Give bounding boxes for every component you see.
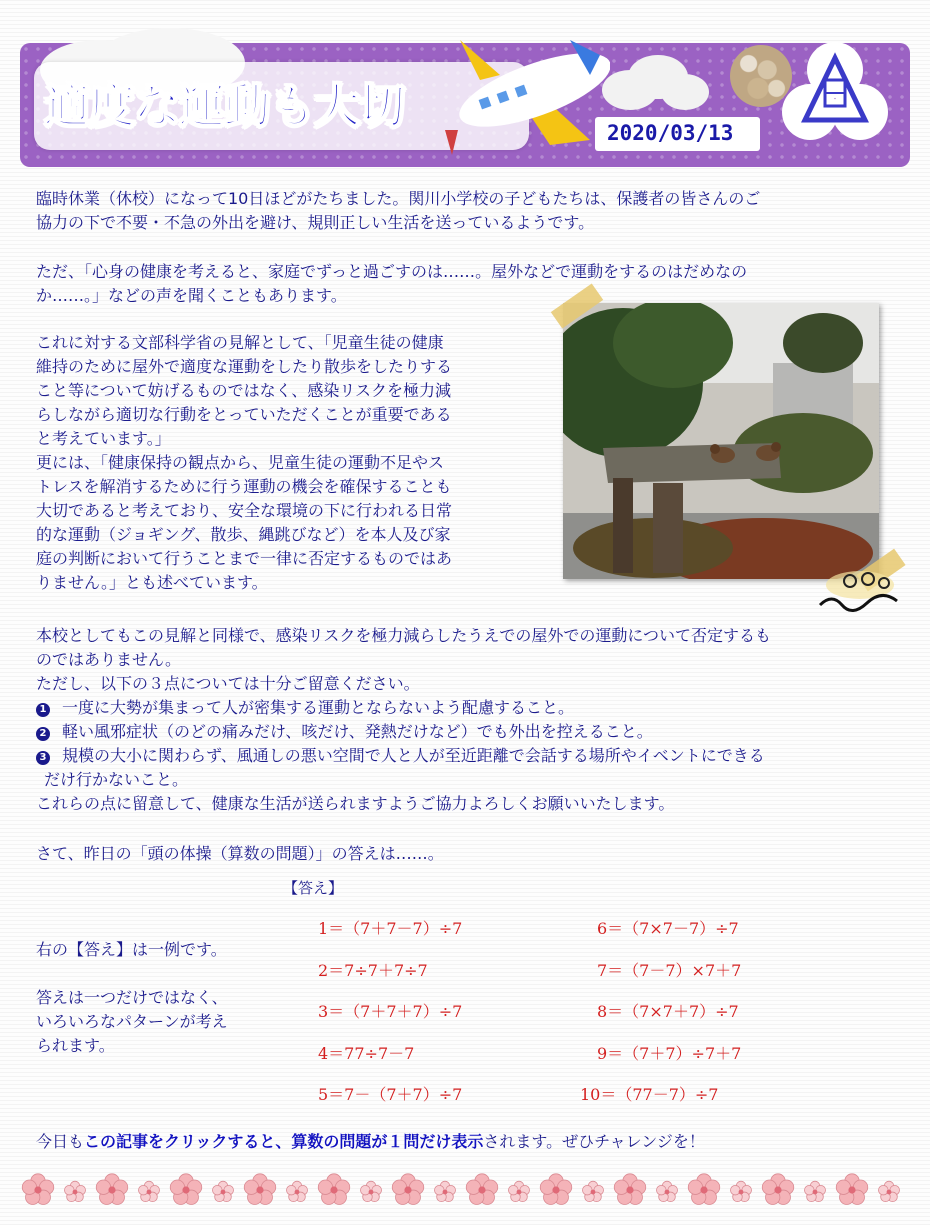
post-date: 2020/03/13 — [607, 121, 734, 145]
list-item-continuation: だけ行かないこと。 — [44, 770, 189, 789]
blossom-icon — [804, 1181, 825, 1201]
blossom-icon — [286, 1181, 307, 1201]
text-line: これらの点に留意して、健康な生活が送られますようご協力よろしくお願いいたします。 — [36, 794, 675, 813]
blossom-icon — [508, 1181, 529, 1201]
text-line: いろいろなパターンが考え — [36, 1012, 228, 1031]
blossom-icon — [170, 1174, 202, 1205]
blossom-icon — [878, 1181, 899, 1201]
blossom-icon — [392, 1174, 424, 1205]
text-line: 答えは一つだけではなく、 — [36, 988, 228, 1007]
blossom-icon — [540, 1174, 572, 1205]
text-line: か‥‥‥。」などの声を聞くこともあります。 — [36, 286, 347, 305]
paragraph-concern — [36, 260, 906, 308]
blossom-icon — [318, 1174, 350, 1205]
text-line: 大切であると考えており、安全な環境の下に行われる日常 — [36, 501, 453, 520]
text-line — [36, 962, 286, 986]
number-badge-icon: 1 — [36, 703, 50, 717]
list-item-text: 軽い風邪症状（のどの痛みだけ、咳だけ、発熱だけなど）でも外出を控えること。 — [62, 722, 653, 741]
text-line: トレスを解消するために行う運動の機会を確保することも — [36, 477, 452, 496]
blossom-icon — [730, 1181, 751, 1201]
text-line: 維持のために屋外で適度な運動をしたり散歩をしたりする — [36, 357, 453, 376]
text-line: 庭の判断において行うことまで一律に否定するものではあ — [36, 549, 453, 568]
blossom-icon — [360, 1181, 381, 1201]
blossom-icon — [614, 1174, 646, 1205]
footer-note[interactable] — [36, 1130, 906, 1154]
number-badge-icon: 3 — [36, 751, 50, 765]
text-line: 本校としてもこの見解と同様で、感染リスクを極力減らしたうえでの屋外での運動について否定するも — [36, 626, 772, 645]
blossom-icon — [22, 1174, 54, 1205]
signature-icon — [812, 565, 912, 620]
blossom-icon — [762, 1174, 794, 1205]
text-line: ただ、「心身の健康を考えると、家庭でずっと過ごすのは‥‥‥。屋外などで運動をするのはだめなの — [36, 262, 748, 281]
text-line: ただし、以下の３点については十分ご留意ください。 — [36, 674, 420, 693]
answer-item: 7＝（7－7）×7＋7 — [597, 961, 742, 980]
page-title: 適度な運動も大切 — [44, 79, 404, 133]
answers-label: 【答え】 — [283, 879, 344, 897]
blossom-icon — [656, 1181, 677, 1201]
text-line: と考えています。」 — [36, 429, 171, 448]
sparrows-on-table-photo-icon — [563, 303, 879, 579]
cherry-blossom-border-icon — [20, 1168, 910, 1212]
text-line: 的な運動（ジョギング、散歩、縄跳びなど）を本人及び家 — [36, 525, 451, 544]
text-line: らしながら適切な行動をとっていただくことが重要である — [36, 405, 452, 424]
answer-item: 3＝（7＋7＋7）÷7 — [318, 1002, 463, 1021]
footer-text: 今日も — [36, 1132, 85, 1151]
paragraph-answer-intro: さて、昨日の「頭の体操（算数の問題）」の答えは‥‥‥。 — [36, 844, 444, 863]
paragraph-intro — [36, 187, 906, 235]
text-line: 臨時休業（休校）になって10日ほどがたちました。関川小学校の子どもたちは、保護者の皆さんのご — [36, 189, 761, 208]
answer-item: 4＝77÷7－7 — [318, 1044, 415, 1063]
blossom-icon — [688, 1174, 720, 1205]
answer-item: 1＝（7＋7－7）÷7 — [318, 919, 463, 938]
text-line: 右の【答え】は一例です。 — [36, 940, 227, 959]
blossom-icon — [466, 1174, 498, 1205]
paragraph-school-policy — [36, 624, 906, 816]
answer-item: 10＝（77－7）÷7 — [580, 1085, 719, 1104]
list-item — [36, 696, 906, 720]
text-line: 協力の下で不要・不急の外出を避け、規則正しい生活を送っているようです。 — [36, 213, 595, 232]
blossom-icon — [138, 1181, 159, 1201]
airplane-icon — [440, 30, 610, 160]
answer-item: 8＝（7×7＋7）÷7 — [597, 1002, 739, 1021]
list-item-text: 規模の大小に関わらず、風通しの悪い空間で人と人が至近距離で会話する場所やイベントにできる — [62, 746, 765, 765]
cloud-icon — [600, 52, 710, 114]
answer-item: 6＝（7×7－7）÷7 — [597, 919, 739, 938]
school-emblem-icon — [780, 40, 890, 150]
blossom-icon — [64, 1181, 85, 1201]
article-link[interactable]: この記事をクリックすると、算数の問題が１問だけ表示 — [84, 1132, 484, 1151]
list-item-text: 一度に大勢が集まって人が密集する運動とならないよう配慮すること。 — [62, 698, 575, 717]
text-line: これに対する文部科学省の見解として、「児童生徒の健康 — [36, 333, 444, 352]
blossom-icon — [836, 1174, 868, 1205]
footer-text: されます。ぜひチャレンジを！ — [483, 1132, 705, 1151]
number-badge-icon: 2 — [36, 727, 50, 741]
blossom-icon — [582, 1181, 603, 1201]
sparrows-photo — [563, 303, 879, 579]
paragraph-ministry — [36, 331, 536, 595]
blossom-icon — [96, 1174, 128, 1205]
blossom-icon — [434, 1181, 455, 1201]
text-line: こと等について妨げるものではなく、感染リスクを極力減 — [36, 381, 452, 400]
blossom-icon — [244, 1174, 276, 1205]
blossom-icon — [212, 1181, 233, 1201]
answer-item: 5＝7－（7＋7）÷7 — [318, 1085, 463, 1104]
list-item — [36, 744, 906, 768]
text-line: られます。 — [36, 1036, 115, 1055]
text-line: のではありません。 — [36, 650, 181, 669]
text-line: りません。」とも述べています。 — [36, 573, 268, 592]
answer-item: 2＝7÷7＋7÷7 — [318, 961, 428, 980]
answer-item: 9＝（7＋7）÷7＋7 — [597, 1044, 742, 1063]
list-item — [36, 720, 906, 744]
answer-side-note — [36, 938, 286, 1058]
text-line: 更には、「健康保持の観点から、児童生徒の運動不足やス — [36, 453, 445, 472]
